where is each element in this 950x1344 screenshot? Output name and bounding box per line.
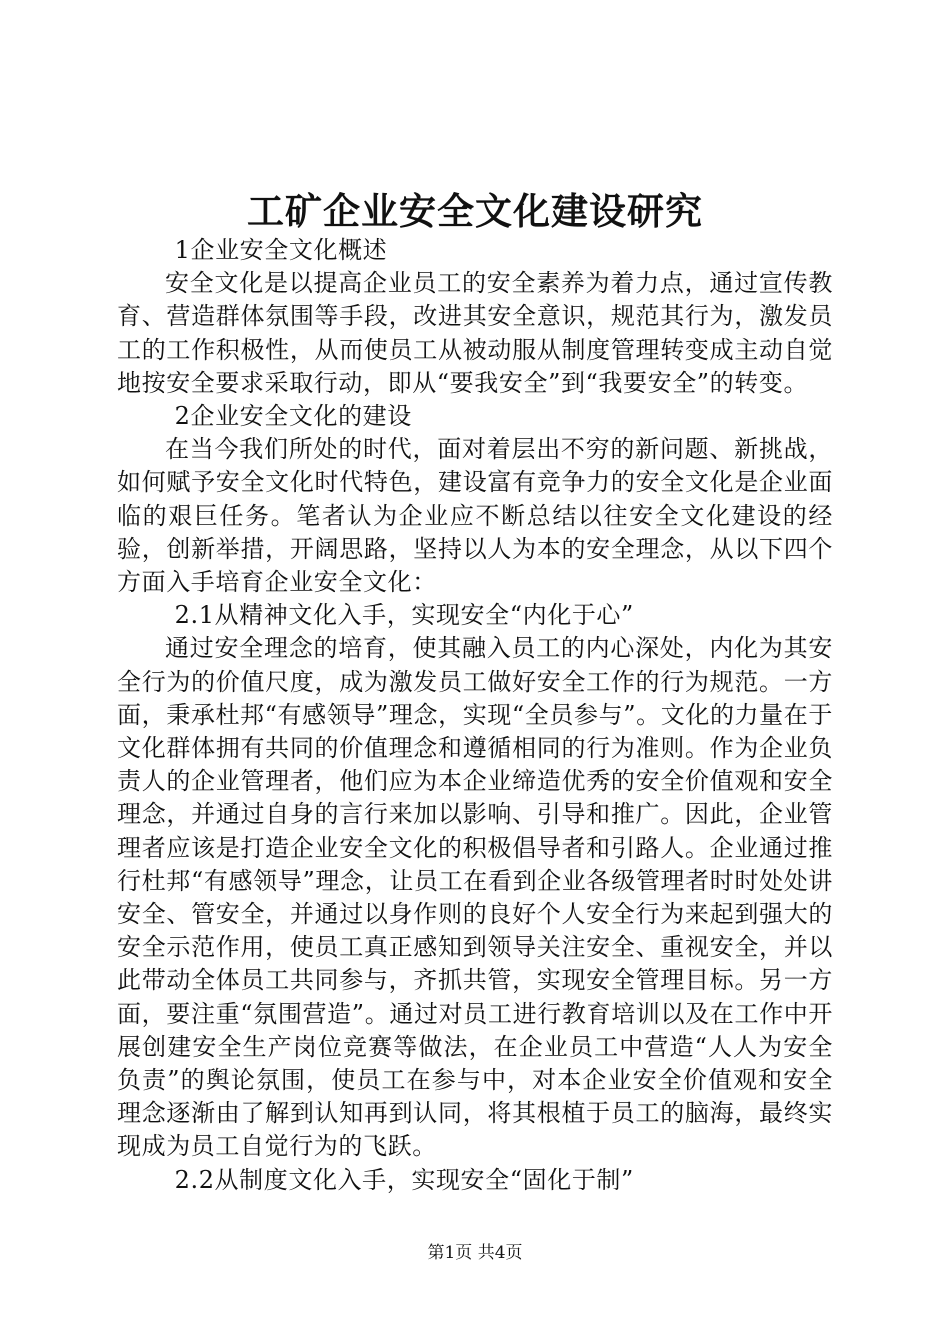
section-heading: 2企业安全文化的建设 xyxy=(174,402,412,431)
document-title: 工矿企业安全文化建设研究 xyxy=(247,189,703,233)
body-paragraph: 在当今我们所处的时代，面对着层出不穷的新问题、新挑战，如何赋予安全文化时代特色，建设富有竞争力的安全文化是企业面临的艰巨任务。笔者认为企业应不断总结以往安全文化建设的经验，创新举措，开阔思路，坚持以人为本的安全理念，从以下四个方面入手培育企业安全文化： xyxy=(117,435,833,597)
document-body xyxy=(117,234,833,1197)
body-paragraph: 通过安全理念的培育，使其融入员工的内心深处，内化为其安全行为的价值尺度，成为激发员工做好安全工作的行为规范。一方面，秉承杜邦“有感领导”理念，实现“全员参与”。文化的力量在于文化群体拥有共同的价值理念和遵循相同的行为准则。作为企业负责人的企业管理者，他们应为本企业缔造优秀的安全价值观和安全理念，并通过自身的言行来加以影响、引导和推广。因此，企业管理者应该是打造企业安全文化的积极倡导者和引路人。企业通过推行杜邦“有感领导”理念，让员工在看到企业各级管理者时时处处讲安全、管安全，并通过以身作则的良好个人安全行为来起到强大的安全示范作用，使员工真正感知到领导关注安全、重视安全，并以此带动全体员工共同参与，齐抓共管，实现安全管理目标。另一方面，要注重“氛围营造”。通过对员工进行教育培训以及在工作中开展创建安全生产岗位竞赛等做法，在企业员工中营造“人人为安全负责”的舆论氛围，使员工在参与中，对本企业安全价值观和安全理念逐渐由了解到认知再到认同，将其根植于员工的脑海，最终实现成为员工自觉行为的飞跃。 xyxy=(117,634,833,1161)
body-paragraph: 安全文化是以提高企业员工的安全素养为着力点，通过宣传教育、营造群体氛围等手段，改进其安全意识，规范其行为，激发员工的工作积极性，从而使员工从被动服从制度管理转变成主动自觉地按安全要求采取行动，即从“要我安全”到“我要安全”的转变。 xyxy=(117,269,833,397)
page-footer: 第1页 共4页 xyxy=(427,1243,523,1263)
subsection-heading: 2.2从制度文化入手，实现安全“固化于制” xyxy=(174,1165,634,1194)
subsection-heading: 2.1从精神文化入手，实现安全“内化于心” xyxy=(174,601,634,630)
section-heading: 1企业安全文化概述 xyxy=(174,236,388,264)
